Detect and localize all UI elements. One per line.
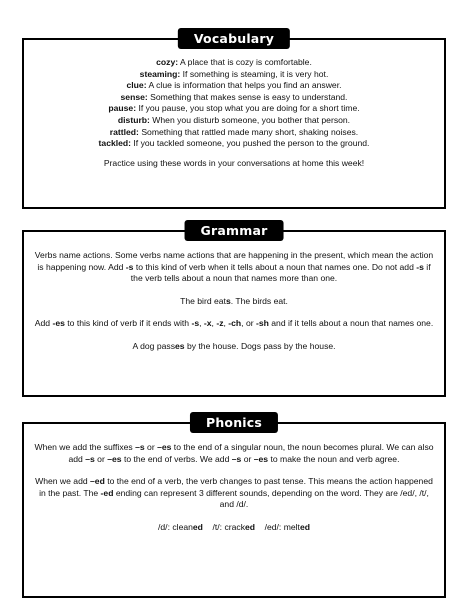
- grammar-example-2: [34, 341, 434, 353]
- grammar-paragraph-rule: [34, 250, 434, 285]
- vocab-term: disturb:: [117, 114, 150, 125]
- vocab-term: clue:: [126, 80, 147, 91]
- bold-suffix: ed: [299, 521, 310, 532]
- vocab-definition: If you pause, you stop what you are doing for a short time.: [136, 103, 360, 114]
- bold-suffix: es: [175, 340, 185, 351]
- bold-suffix: -z: [216, 318, 224, 329]
- vocab-item: [34, 103, 434, 115]
- grammar-box: [22, 223, 446, 397]
- text-run: to the end of a verb, the verb changes to past tense. This means the action happened in the past. The: [39, 476, 433, 498]
- phonics-paragraph-past-tense: [34, 476, 434, 511]
- sound-label: /d/:: [158, 521, 173, 532]
- text-run: to this kind of verb if it ends with: [64, 318, 192, 329]
- vocab-term: rattled:: [109, 126, 139, 137]
- sound-label: /t/:: [212, 521, 225, 532]
- phonics-heading: Phonics: [190, 412, 278, 433]
- vocab-definition: A clue is information that helps you find an answer.: [146, 80, 342, 91]
- text-run: if the verb tells about a noun that names more than one.: [130, 261, 431, 284]
- grammar-example-1: [34, 296, 434, 308]
- phonics-box: [22, 415, 446, 598]
- bold-suffix: –es: [253, 453, 269, 464]
- text-run: The bird eat: [180, 295, 226, 306]
- text-run: . The birds eat.: [230, 295, 288, 306]
- vocab-definition: If something is steaming, it is very hot.: [180, 68, 329, 79]
- grammar-paragraph-es-rule: [34, 318, 434, 330]
- bold-suffix: -ed: [100, 487, 114, 498]
- bold-suffix: ed: [245, 521, 256, 532]
- text-run: Add: [34, 318, 53, 329]
- vocab-term: steaming:: [139, 68, 181, 79]
- phonics-content: [24, 424, 444, 534]
- text-run: , or: [241, 318, 256, 329]
- bold-suffix: s: [225, 295, 231, 306]
- vocab-item: [34, 115, 434, 127]
- text-run: ending can represent 3 different sounds, depending on the word. They are /ed/, /t/, and /d/.: [113, 487, 429, 510]
- vocab-item: [34, 57, 434, 69]
- vocabulary-content: [24, 40, 444, 169]
- phonics-examples: [34, 522, 434, 534]
- text-run: When we add the suffixes: [34, 442, 136, 452]
- vocab-definition: When you disturb someone, you bother that person.: [149, 114, 351, 125]
- text-run: Verbs name actions. Some verbs name actions that are happening in the present, which mean the action is happening now. Add: [34, 250, 434, 272]
- text-run: to the end of verbs. We add: [121, 453, 232, 464]
- grammar-heading: Grammar: [185, 220, 284, 241]
- vocab-item: [34, 138, 434, 150]
- vocab-item: [34, 127, 434, 139]
- vocab-definition: Something that makes sense is easy to understand.: [147, 91, 348, 102]
- bold-suffix: -es: [52, 318, 65, 329]
- text-run: A dog pass: [132, 340, 175, 351]
- text-run: ,: [199, 318, 204, 329]
- vocab-practice-note: Practice using these words in your conversations at home this week!: [103, 157, 365, 168]
- bold-suffix: –s: [231, 453, 242, 464]
- text-run: by the house. Dogs pass by the house.: [184, 340, 336, 351]
- phonics-paragraph-plural: [34, 442, 434, 465]
- bold-suffix: -s: [125, 261, 134, 272]
- bold-suffix: -ch: [228, 318, 242, 329]
- bold-suffix: -s: [191, 318, 200, 329]
- vocabulary-heading: Vocabulary: [178, 28, 290, 49]
- text-run: ,: [223, 318, 229, 329]
- vocab-term: tackled:: [98, 138, 132, 149]
- bold-suffix: –es: [157, 442, 172, 452]
- bold-suffix: –s: [85, 453, 95, 464]
- text-run: or: [94, 453, 108, 464]
- text-run: or: [241, 453, 254, 464]
- vocab-term: sense:: [120, 91, 148, 102]
- text-run: to this kind of verb when it tells about a noun that names one. Do not add: [133, 261, 417, 272]
- text-run: to the end of a singular noun, the noun becomes plural. We can also add: [68, 442, 434, 464]
- bold-suffix: -x: [203, 318, 212, 329]
- vocab-term: cozy:: [156, 57, 179, 67]
- example-word: melt: [283, 521, 300, 532]
- vocab-definition: Something that rattled made many short, shaking noises.: [138, 126, 359, 137]
- vocab-term: pause:: [108, 103, 137, 114]
- vocab-item: [34, 80, 434, 92]
- text-run: ,: [211, 318, 217, 329]
- sound-label: /ed/:: [264, 521, 284, 532]
- vocab-definition: If you tackled someone, you pushed the person to the ground.: [131, 138, 370, 149]
- example-word: clean: [172, 521, 193, 532]
- example-word: crack: [224, 521, 245, 532]
- text-run: and if it tells about a noun that names one.: [268, 318, 434, 329]
- vocab-definition: A place that is cozy is comfortable.: [178, 57, 312, 67]
- bold-suffix: –s: [135, 442, 145, 452]
- bold-suffix: –ed: [90, 476, 105, 487]
- bold-suffix: ed: [192, 521, 203, 532]
- text-run: or: [144, 442, 158, 452]
- vocab-item: [34, 69, 434, 81]
- text-run: When we add: [35, 476, 91, 487]
- text-run: to make the noun and verb agree.: [268, 453, 400, 464]
- grammar-content: [24, 232, 444, 353]
- vocabulary-box: [22, 31, 446, 209]
- vocab-item: [34, 92, 434, 104]
- bold-suffix: -sh: [255, 318, 269, 329]
- bold-suffix: -s: [416, 261, 424, 272]
- bold-suffix: –es: [107, 453, 122, 464]
